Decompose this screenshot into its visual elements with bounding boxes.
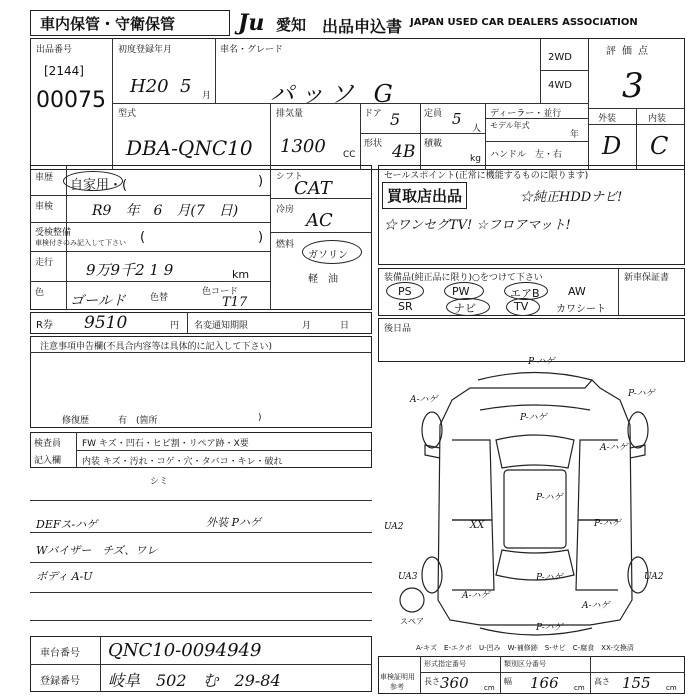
displacement-unit: CC	[343, 150, 356, 160]
plate-label: 登録番号	[40, 676, 80, 687]
navi-circle	[446, 298, 490, 316]
diagram-mark-13: UA2	[644, 572, 664, 582]
height-label: 高さ	[594, 677, 610, 686]
inspector-fw-row: FW キズ・凹石・ヒビ割・リペア跡・X要	[82, 439, 249, 449]
handle-label: ハンドル 左・右	[490, 150, 563, 160]
dealer-label: ディーラー・並行	[490, 109, 562, 119]
diagram-mark-8: P-ハゲ	[536, 493, 563, 503]
comment-line3: ボディ A-U	[36, 570, 93, 583]
name-change-month: 月	[302, 321, 312, 331]
equipment-pw: PW	[452, 285, 470, 298]
inspection-label: 車検	[35, 202, 54, 212]
model-label: 型式	[118, 109, 137, 119]
fuel-light-oil: 軽 油	[308, 274, 338, 285]
height-unit: cm	[666, 684, 677, 692]
mileage-label: 走行	[35, 258, 54, 268]
type-number-label: 形式指定番号	[424, 660, 466, 668]
displacement-value: 1300	[280, 136, 326, 157]
recycle-label: R券	[36, 320, 53, 331]
history-circle	[63, 171, 123, 191]
diagram-mark-11: P-ハゲ	[536, 573, 563, 583]
equipment-label: 装備品(純正品に限り)○をつけて下さい	[384, 273, 543, 283]
displacement-label: 排気量	[276, 109, 304, 119]
inspector-entry-label: 記入欄	[34, 456, 62, 466]
fuel-label: 燃料	[276, 240, 295, 250]
form-title: 出品申込書	[322, 17, 403, 36]
load-label: 積載	[424, 139, 443, 149]
history-close: )	[258, 174, 264, 189]
cert-label: 車検証明用	[380, 673, 415, 681]
recycle-value: 9510	[84, 313, 128, 333]
comment-line1: DEFス-ハゲ	[36, 518, 98, 531]
sales-point-line2: ☆ワンセグTV! ☆フロアマット!	[384, 218, 571, 233]
ps-circle	[386, 282, 424, 300]
diagram-mark-9: P-ハゲ	[594, 519, 621, 529]
lot-label: 出品番号	[36, 45, 73, 55]
repair-value: 有 (箇所	[118, 416, 158, 426]
width-label: 幅	[504, 677, 512, 686]
chassis-label: 車台番号	[40, 648, 80, 659]
model-value: DBA-QNC10	[126, 136, 253, 160]
receipt-label: 受検整備	[35, 228, 72, 238]
drive-4wd: 4WD	[548, 80, 572, 91]
cooling-label: 冷房	[276, 205, 295, 215]
association-name: JAPAN USED CAR DEALERS ASSOCIATION	[410, 17, 638, 28]
color-value: ゴールド	[70, 293, 126, 309]
sales-point-label: セールスポイント(正常に機能するものに限ります)	[384, 171, 589, 181]
after-sale-label: 後日品	[384, 324, 412, 334]
length-label: 長さ	[424, 677, 440, 686]
fuel-gasoline: ガソリン	[308, 250, 348, 261]
equipment-tv: TV	[514, 300, 529, 313]
registration-era: H20	[130, 76, 169, 97]
equipment-leather-seat: カワシート	[556, 304, 606, 315]
receipt-paren-close: )	[258, 230, 264, 245]
brand-name: 愛知	[276, 16, 307, 34]
doors-value: 5	[390, 110, 401, 129]
plate-value: 岐阜 502 む 29-84	[108, 671, 281, 690]
lot-number: 00075	[36, 88, 106, 113]
car-name-value: パッソ G	[270, 80, 399, 108]
diagram-mark-2: A-ハゲ	[410, 395, 438, 405]
inspection-value: R9 年 6 月(7 日)	[92, 203, 239, 219]
width-unit: cm	[574, 684, 585, 692]
drive-2wd: 2WD	[548, 52, 572, 63]
diagram-mark-15: P-ハゲ	[536, 623, 563, 633]
inspector-interior-row: 内装 キズ・汚れ・コゲ・穴・タバコ・キレ・破れ	[82, 457, 283, 467]
lot-bracket: [2144]	[44, 64, 84, 78]
cooling-value: AC	[306, 210, 333, 231]
buyer-stamp: 買取店出品	[382, 182, 467, 209]
tv-circle	[506, 298, 540, 316]
shape-value: 4B	[392, 142, 416, 162]
registration-label: 初度登録年月	[118, 45, 173, 55]
exterior-grade: D	[602, 132, 622, 160]
diagram-mark-3: P-ハゲ	[628, 389, 655, 399]
color-code-value: T17	[222, 295, 248, 310]
name-change-label: 名変通知期限	[194, 321, 249, 331]
year-unit: 年	[570, 130, 580, 140]
capacity-label: 定員	[424, 109, 443, 119]
spare-label: スペア	[400, 617, 424, 626]
diagram-mark-1: P-ハゲ	[528, 357, 555, 367]
history-label: 車歴	[35, 173, 54, 183]
equipment-navi: ナビ	[454, 302, 476, 315]
chassis-value: QNC10-0094949	[108, 640, 262, 661]
diagram-mark-4: P-ハゲ	[520, 413, 547, 423]
recycle-unit: 円	[170, 321, 180, 331]
class-number-label: 類別区分番号	[504, 660, 546, 668]
damage-legend: A-キズ E-エクボ U-凹み W-補修跡 S-サビ C-腐食 XX-交換済	[416, 644, 634, 652]
diagram-mark-5: A-ハゲ	[600, 443, 628, 453]
registration-month-unit: 月	[202, 91, 212, 101]
mileage-unit: km	[232, 268, 250, 281]
equipment-aw: AW	[568, 285, 586, 298]
registration-month: 5	[180, 76, 192, 97]
diagram-mark-10: UA3	[398, 572, 418, 582]
length-value: 360	[440, 674, 469, 692]
doors-label: ドア	[364, 109, 382, 119]
length-unit: cm	[484, 684, 495, 692]
load-unit: kg	[470, 154, 481, 164]
width-value: 166	[530, 674, 559, 692]
receipt-paren-open: (	[140, 230, 146, 245]
mileage-value: 9万9千2 1 9	[86, 261, 174, 279]
equipment-sr: SR	[398, 300, 413, 313]
color-code-label: 色コード	[202, 287, 239, 297]
comment-line2: Wバイザー チズ、ワレ	[36, 544, 158, 557]
shift-value: CAT	[294, 178, 332, 199]
storage-label: 車内保管・守衛保管	[40, 15, 176, 33]
evaluation-label: 評価点	[606, 46, 654, 57]
capacity-value: 5	[452, 110, 462, 128]
interior-label: 内装	[648, 114, 667, 124]
color-change-label: 色替	[150, 293, 169, 303]
evaluation-score: 3	[622, 66, 644, 106]
diagram-mark-7: UA2	[384, 522, 404, 532]
receipt-note: 車検付きのみ記入して下さい	[35, 239, 126, 247]
equipment-ps: PS	[398, 285, 412, 298]
equipment-airbag: エアB	[510, 287, 540, 300]
diagram-mark-14: A-ハゲ	[582, 601, 610, 611]
warranty-label: 新車保証書	[624, 273, 670, 283]
repair-label: 修復歴	[62, 416, 90, 426]
inspector-stain-note: シミ	[150, 477, 169, 487]
shift-label: シフト	[276, 172, 304, 182]
sales-point-line1: ☆純正HDDナビ!	[520, 190, 623, 205]
interior-grade: C	[650, 132, 669, 160]
notes-label: 注意事項申告欄(不具合内容等は具体的に記入して下さい)	[40, 342, 273, 352]
diagram-mark-6: XX	[470, 520, 485, 531]
name-change-day: 日	[340, 321, 350, 331]
repair-close: )	[258, 413, 262, 423]
exterior-label: 外装	[598, 114, 617, 124]
ju-logo: Ju	[238, 10, 265, 36]
height-value: 155	[622, 674, 651, 692]
inspector-label: 検査員	[34, 439, 62, 449]
comment-line1b: 外装 Pハゲ	[206, 516, 261, 529]
cert-ref-label: 参考	[390, 683, 404, 691]
history-value: 自家用・(	[70, 178, 128, 193]
shape-label: 形状	[364, 139, 383, 149]
model-year-label: モデル年式	[490, 121, 530, 130]
diagram-mark-12: A-ハゲ	[462, 591, 490, 601]
color-label: 色	[35, 288, 45, 298]
car-name-label: 車名・グレード	[220, 45, 284, 55]
capacity-unit: 人	[472, 124, 482, 134]
gasoline-circle	[302, 240, 362, 264]
